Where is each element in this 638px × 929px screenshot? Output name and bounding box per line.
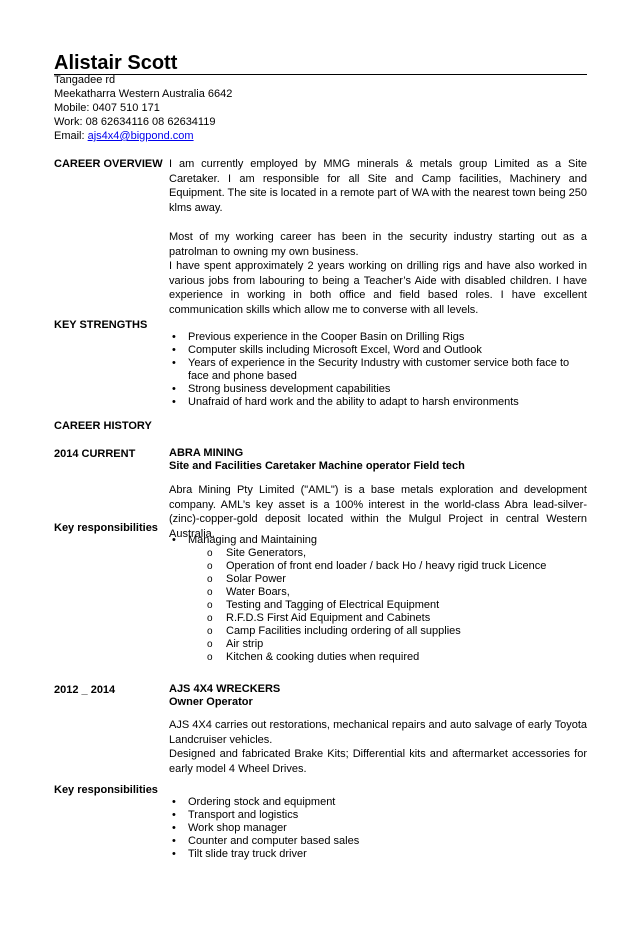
- list-item: • Counter and computer based sales: [169, 835, 589, 848]
- job-1-responsibilities-label: Key responsibilities: [54, 522, 158, 534]
- sub-list-item: o Kitchen & cooking duties when required: [188, 651, 589, 664]
- job-2-description-2: Designed and fabricated Brake Kits; Differential kits and aftermarket accessories for early model 4 Wheel Drives.: [169, 748, 587, 775]
- job-2-description-1: AJS 4X4 carries out restorations, mechanical repairs and auto salvage of early Toyota Landcruiser vehicles.: [169, 719, 587, 746]
- list-item: • Transport and logistics: [169, 809, 589, 822]
- job-1-period: 2014 CURRENT: [54, 448, 136, 460]
- job-1-company: ABRA MINING: [169, 447, 244, 459]
- email-label: Email:: [54, 130, 88, 142]
- career-overview-heading: CAREER OVERVIEW: [54, 158, 163, 170]
- list-item: • Ordering stock and equipment: [169, 796, 589, 809]
- sub-list-item: o Site Generators,: [188, 547, 589, 560]
- career-overview-text: [169, 157, 587, 317]
- list-item: • Years of experience in the Security Industry with customer service both face to face and phone based: [169, 357, 589, 383]
- candidate-name: Alistair Scott: [54, 52, 587, 75]
- sub-list-item: o Solar Power: [188, 573, 589, 586]
- list-item: • Previous experience in the Cooper Basin on Drilling Rigs: [169, 331, 589, 344]
- key-strengths-heading: KEY STRENGTHS: [54, 319, 148, 331]
- main-responsibility: Managing and Maintaining: [188, 534, 318, 546]
- address-line-2: Meekatharra Western Australia 6642: [54, 88, 233, 100]
- job-1-responsibilities-list: [169, 534, 589, 664]
- sub-list-item: o Camp Facilities including ordering of all supplies: [188, 625, 589, 638]
- sub-list-item: o Operation of front end loader / back Ho / heavy rigid truck Licence: [188, 560, 589, 573]
- sub-list-item: o R.F.D.S First Aid Equipment and Cabinets: [188, 612, 589, 625]
- sub-list-item: o Testing and Tagging of Electrical Equipment: [188, 599, 589, 612]
- sub-responsibilities-list: [188, 547, 589, 664]
- list-item: [169, 534, 589, 664]
- job-1-description: Abra Mining Pty Limited ("AML") is a base metals exploration and development company. AML’s key asset is a 100% interest in the world-class Abra lead-silver-(zinc)-copper-gold deposit located within the Mulgul Project in central Western Australia.: [169, 484, 587, 540]
- work-phone-line: Work: 08 62634116 08 62634119: [54, 116, 216, 128]
- key-strengths-list: [169, 331, 589, 409]
- job-2-company: AJS 4X4 WRECKERS: [169, 683, 281, 695]
- sub-list-item: o Air strip: [188, 638, 589, 651]
- career-history-heading: CAREER HISTORY: [54, 420, 152, 432]
- overview-paragraph-3: I have spent approximately 2 years working on drilling rigs and have also worked in various jobs from labouring to being a Teacher’s Aide with disabled children. I have experience in working in both office and field based roles. I have excellent communication skills which allow me to converse with all levels.: [169, 260, 587, 316]
- email-line: [54, 129, 232, 143]
- mobile-line: Mobile: 0407 510 171: [54, 102, 160, 114]
- job-2-title: Owner Operator: [169, 696, 253, 708]
- job-2-description: [169, 718, 587, 776]
- sub-list-item: o Water Boars,: [188, 586, 589, 599]
- address-line-1: Tangadee rd: [54, 74, 116, 86]
- overview-paragraph-2: Most of my working career has been in the security industry starting out as a patrolman to owning my own business.: [169, 231, 587, 258]
- overview-paragraph-1: I am currently employed by MMG minerals & metals group Limited as a Site Caretaker. I am responsible for all Site and Camp facilities, Machinery and Equipment. The site is located in a remote part of WA with the nearest town being 250 klms away.: [169, 158, 587, 214]
- job-2-responsibilities-list: [169, 796, 589, 861]
- job-1-title: Site and Facilities Caretaker Machine operator Field tech: [169, 460, 465, 472]
- list-item: • Unafraid of hard work and the ability to adapt to harsh environments: [169, 396, 589, 409]
- contact-block: [54, 73, 232, 143]
- list-item: • Strong business development capabilities: [169, 383, 589, 396]
- list-item: • Work shop manager: [169, 822, 589, 835]
- job-2-period: 2012 _ 2014: [54, 684, 116, 696]
- list-item: • Computer skills including Microsoft Excel, Word and Outlook: [169, 344, 589, 357]
- job-2-responsibilities-label: Key responsibilities: [54, 784, 158, 796]
- list-item: • Tilt slide tray truck driver: [169, 848, 589, 861]
- email-link[interactable]: ajs4x4@bigpond.com: [87, 130, 194, 142]
